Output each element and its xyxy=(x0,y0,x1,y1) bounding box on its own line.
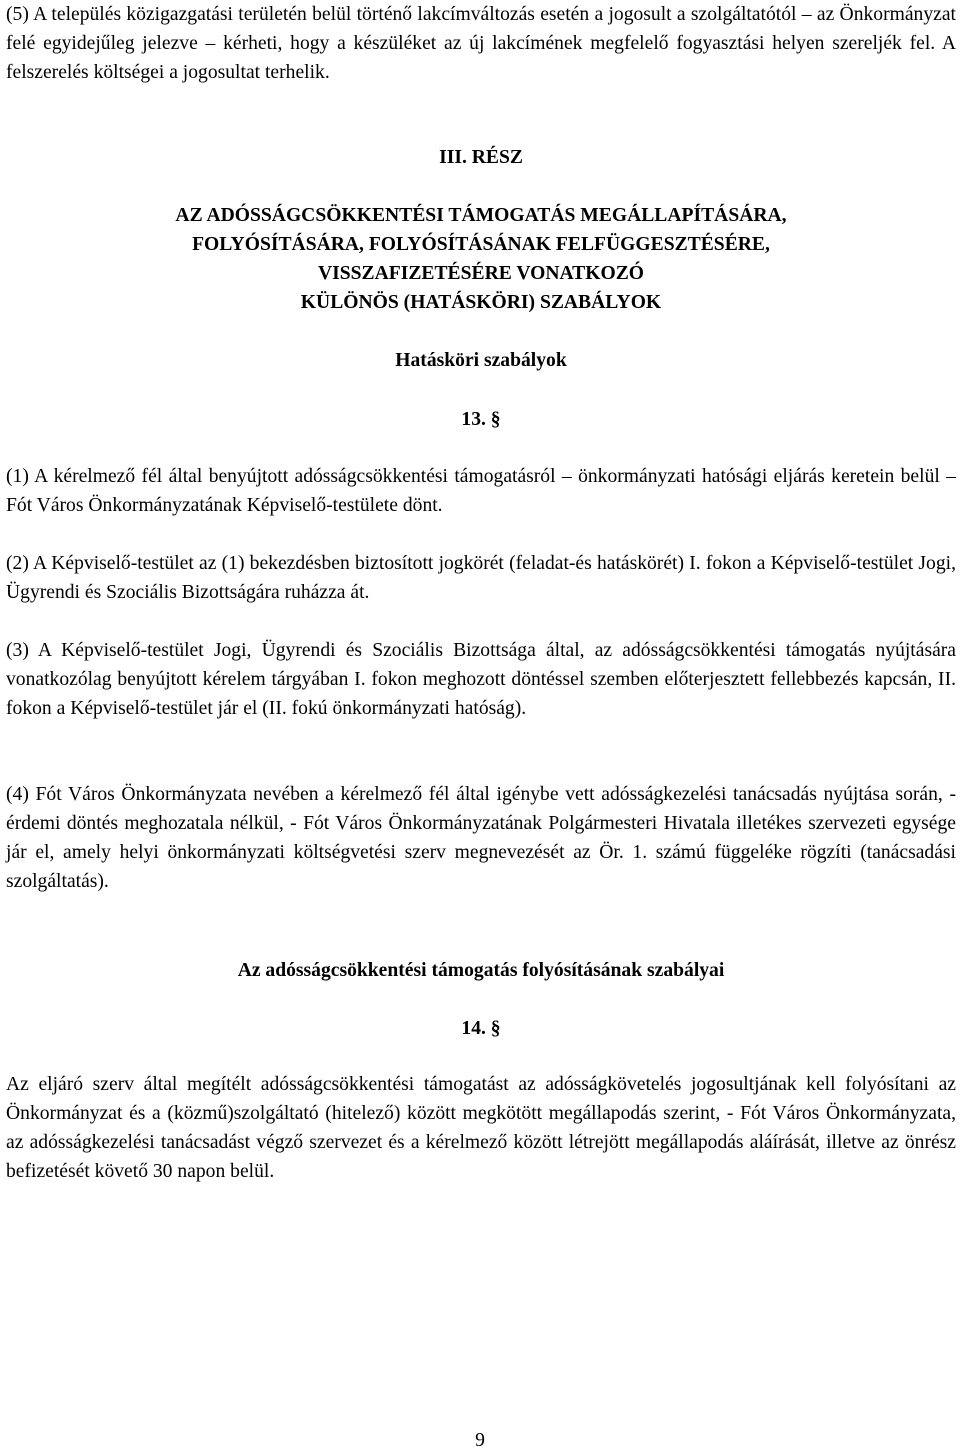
s13-p4-block xyxy=(6,780,956,896)
section-14-paragraph-1: Az eljáró szerv által megítélt adósságcsökkentési támogatást az adósságkövetelés jogosultjának kell folyósítani az Önkormányzat és a (közmű)szolgáltató (hitelező) között megkötött megállapodás szerint, - Fót Város Önkormányzata, az adósságkezelési tanácsadást végző szervezet és a kérelmező között létrejött megállapodás aláírását, illetve az önrész befizetését követő 30 napon belül. xyxy=(6,1074,956,1182)
s13-p1-block xyxy=(6,462,956,520)
part-subtitle-line-3: VISSZAFIZETÉSÉRE VONATKOZÓ xyxy=(317,263,645,284)
s13-p3-block xyxy=(6,636,956,723)
part-subtitle-line-1: AZ ADÓSSÁGCSÖKKENTÉSI TÁMOGATÁS MEGÁLLAPÍTÁSÁRA, xyxy=(175,205,787,226)
part-subtitle-line-2: FOLYÓSÍTÁSÁRA, FOLYÓSÍTÁSÁNAK FELFÜGGESZTÉSÉRE, xyxy=(192,234,770,255)
section-heading-hataskori: Hatásköri szabályok xyxy=(395,350,567,371)
section-13-number: 13. § xyxy=(461,409,501,430)
section-14-number: 14. § xyxy=(461,1018,501,1039)
section-heading-1-block xyxy=(6,346,956,375)
page-number: 9 xyxy=(475,1430,485,1451)
s14-p1-block xyxy=(6,1070,956,1186)
section-14-block xyxy=(6,1014,956,1043)
paragraph-5-block xyxy=(6,0,956,87)
part-subtitle-block xyxy=(6,201,956,317)
section-13-paragraph-4: (4) Fót Város Önkormányzata nevében a kérelmező fél által igénybe vett adósságkezelési tanácsadás nyújtása során, - érdemi döntés meghozatala nélkül, - Fót Város Önkormányzatának Polgármesteri Hivatala illetékes szervezeti egysége jár el, amely helyi önkormányzati költségvetési szerv megnevezését az Ör. 1. számú függeléke rögzíti (tanácsadási szolgáltatás). xyxy=(6,784,956,892)
section-13-paragraph-3: (3) A Képviselő-testület Jogi, Ügyrendi és Szociális Bizottsága által, az adósságcsökkentési támogatás nyújtására vonatkozólag benyújtott kérelem tárgyában I. fokon meghozott döntéssel szemben előterjesztett fellebbezés kapcsán, II. fokon a Képviselő-testület jár el (II. fokú önkormányzati hatóság). xyxy=(6,640,956,719)
section-13-paragraph-1: (1) A kérelmező fél által benyújtott adósságcsökkentési támogatásról – önkormányzati hatósági eljárás keretein belül – Fót Város Önkormányzatának Képviselő-testülete dönt. xyxy=(6,466,956,516)
section-heading-2-block xyxy=(6,956,956,985)
paragraph-5: (5) A település közigazgatási területén belül történő lakcímváltozás esetén a jogosult a szolgáltatótól – az Önkormányzat felé egyidejűleg jelezve – kérheti, hogy a készüléket az új lakcímének megfelelő fogyasztási helyen szereljék fel. A felszerelés költségei a jogosultat terhelik. xyxy=(6,4,956,83)
s13-p2-block xyxy=(6,549,956,607)
document-page xyxy=(6,0,956,1452)
section-13-paragraph-2: (2) A Képviselő-testület az (1) bekezdésben biztosított jogkörét (feladat-és hatáskörét) I. fokon a Képviselő-testület Jogi, Ügyrendi és Szociális Bizottságára ruházza át. xyxy=(6,553,956,603)
section-heading-folyositas: Az adósságcsökkentési támogatás folyósításának szabályai xyxy=(237,960,725,981)
section-13-block xyxy=(6,405,956,434)
part-title-block xyxy=(6,143,956,172)
part-title: III. RÉSZ xyxy=(439,147,523,168)
part-subtitle-line-4: KÜLÖNÖS (HATÁSKÖRI) SZABÁLYOK xyxy=(300,292,662,313)
